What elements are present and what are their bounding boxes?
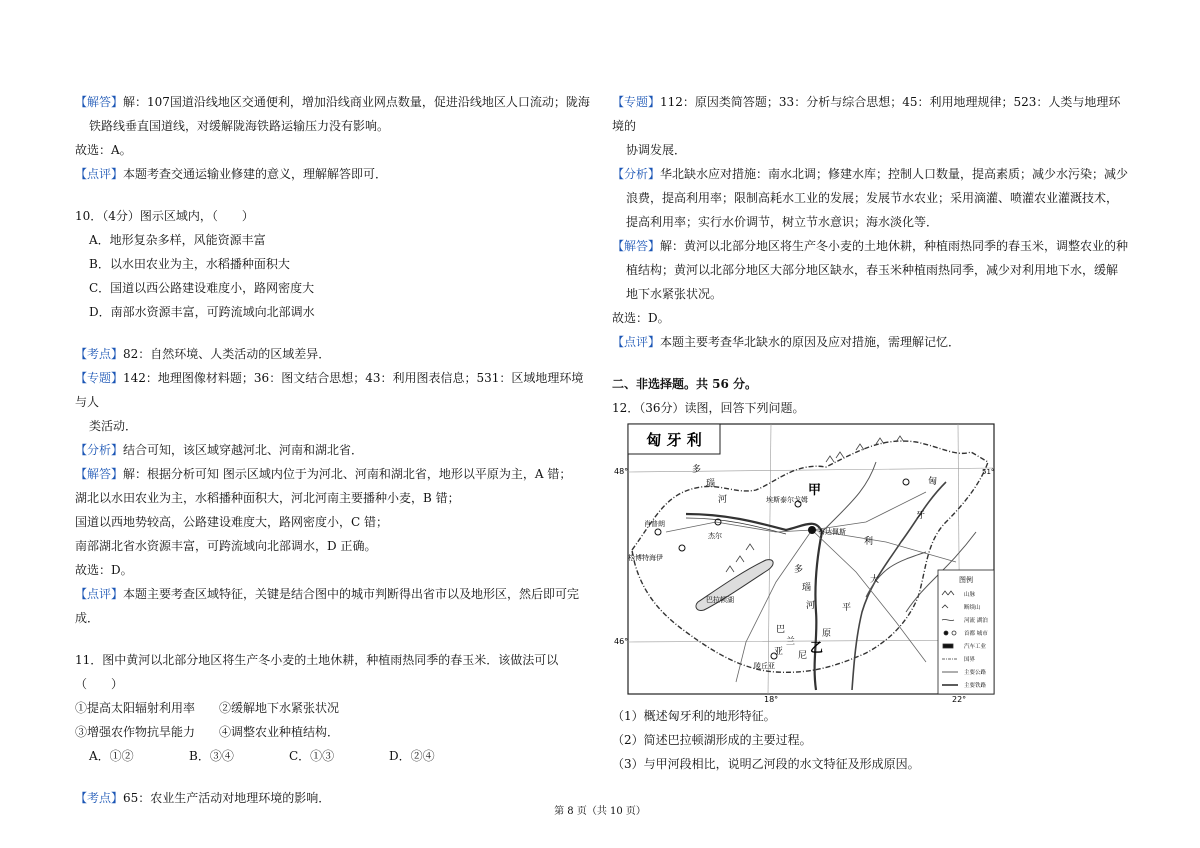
q11-kaodian: 【考点】65：农业生产活动对地理环境的影响． — [75, 791, 331, 805]
region-char: 平 — [842, 603, 852, 613]
label-jia: 甲 — [808, 483, 822, 498]
city-szombathely: 松博特海伊 — [628, 554, 663, 562]
kaodian-tag: 【考点】 — [75, 791, 124, 805]
fenxi-tag: 【分析】 — [75, 443, 124, 457]
q10-zhuanti-line2: 类活动． — [89, 419, 138, 433]
q10-fenxi: 【分析】结合可知，该区域穿越河北、河南和湖北省． — [75, 443, 364, 457]
q11-option-b: B．③④ — [189, 749, 234, 763]
q10-option-c: C．国道以西公路建设难度小，路网密度大 — [89, 281, 315, 295]
q11-jieda-line3: 地下水紧张状况。 — [626, 287, 723, 301]
q12-stem: 12．（36分）读图，回答下列问题。 — [612, 401, 805, 415]
region-char: 河 — [718, 495, 728, 505]
q11-stem: 11．图中黄河以北部分地区将生产冬小麦的土地休耕，种植雨热同季的春玉米．该做法可以（ ） — [75, 653, 559, 691]
legend-capital-city: 首都 城市 — [964, 631, 988, 637]
q10-answer: 故选：D。 — [75, 563, 133, 577]
q9-answer: 故选：A。 — [75, 143, 132, 157]
lon-tr: 51° — [982, 468, 995, 476]
region-char: 匈 — [928, 477, 938, 487]
q12-sub2: （2）简述巴拉顿湖形成的主要过程。 — [612, 733, 812, 747]
label-yi: 乙 — [810, 641, 824, 656]
kaodian-tag: 【考点】 — [75, 347, 124, 361]
q11-zhuanti-line2: 协调发展． — [626, 143, 687, 157]
region-char: 原 — [822, 629, 832, 639]
zhuanti-tag: 【专题】 — [612, 95, 661, 109]
hungary-map — [614, 422, 998, 704]
jieda-tag: 【解答】 — [75, 467, 124, 481]
city-budapest: 布达佩斯 — [818, 528, 846, 536]
q11-options — [75, 744, 590, 768]
lon-22: 22° — [952, 695, 967, 704]
fenxi-tag: 【分析】 — [612, 167, 661, 181]
section-2-heading: 二、非选择题。共 56 分。 — [612, 377, 758, 391]
q11-answer: 故选：D。 — [612, 311, 670, 325]
lake-balaton-label: 巴拉顿湖 — [706, 596, 734, 604]
jieda-tag: 【解答】 — [75, 95, 124, 109]
legend-highway: 主要公路 — [964, 670, 987, 676]
q10-jieda: 【解答】解：根据分析可知 图示区域内位于为河北、河南和湖北省，地形以平原为主，A 错； — [75, 467, 572, 481]
lon-18: 18° — [764, 695, 779, 704]
q11-jieda: 【解答】解：黄河以北部分地区将生产冬小麦的土地休耕，种植雨热同季的春玉米，调整农业的种 — [612, 239, 1129, 253]
q11-item1: ①提高太阳辐射利用率 ②缓解地下水紧张状况 — [75, 701, 340, 715]
region-char: 兰 — [786, 637, 796, 647]
q11-fenxi: 【分析】华北缺水应对措施：南水北调；修建水库；控制人口数量，提高素质；减少水污染；减少 — [612, 167, 1129, 181]
dianping-tag: 【点评】 — [75, 167, 124, 181]
q12-sub1: （1）概述匈牙利的地形特征。 — [612, 709, 776, 723]
region-char: 大 — [870, 575, 880, 585]
region-char: 多 — [692, 465, 702, 475]
city-gyor: 杰尔 — [708, 532, 722, 540]
region-char: 多 — [794, 565, 804, 575]
region-char: 瑙 — [706, 479, 716, 489]
dianping-tag: 【点评】 — [612, 335, 661, 349]
q12-sub3: （3）与甲河段相比，说明乙河段的水文特征及形成原因。 — [612, 757, 920, 771]
city-esztergom: 埃斯泰尔戈姆 — [766, 496, 808, 504]
q11-option-a: A．①② — [89, 749, 134, 763]
q11-jieda-line2: 植结构；黄河以北部分地区大部分地区缺水，春玉米种植雨热同季，减少对利用地下水，缓解 — [626, 263, 1119, 277]
legend-mountain: 山脉 — [964, 592, 976, 598]
legend-border: 国界 — [964, 657, 976, 663]
legend-river-lake: 河流 湖泊 — [964, 618, 988, 624]
q10-option-b: B．以水田农业为主，水稻播种面积大 — [89, 257, 290, 271]
left-column — [75, 90, 590, 810]
q11-zhuanti: 【专题】112：原因类简答题；33：分析与综合思想；45：利用地理规律；523：人类与地理环境的 — [612, 95, 1121, 133]
q10-option-a: A．地形复杂多样，风能资源丰富 — [89, 233, 266, 247]
lat-46: 46° — [614, 637, 629, 646]
map-title: 匈 牙 利 — [646, 431, 702, 449]
region-char: 利 — [864, 537, 874, 547]
zhuanti-tag: 【专题】 — [75, 371, 124, 385]
q10-jieda-line2: 湖北以水田农业为主，水稻播种面积大，河北河南主要播种小麦，B 错； — [75, 491, 460, 505]
region-char: 巴 — [776, 625, 786, 635]
q9-dianping: 【点评】本题考查交通运输业修建的意义，理解解答即可． — [75, 167, 388, 181]
q10-stem: 10．（4分）图示区域内，（ ） — [75, 209, 254, 223]
region-char: 河 — [806, 601, 816, 611]
region-char: 瑙 — [802, 583, 812, 593]
jieda-tag: 【解答】 — [612, 239, 661, 253]
dianping-tag: 【点评】 — [75, 587, 124, 601]
q10-zhuanti: 【专题】142：地理图像材料题；36：图文结合思想；43：利用图表信息；531：区域地理环境与人 — [75, 371, 584, 409]
right-column — [612, 90, 1132, 776]
q10-option-d: D．南部水资源丰富，可跨流域向北部调水 — [89, 305, 315, 319]
region-char: 亚 — [774, 647, 784, 657]
q10-jieda-line3: 国道以西地势较高，公路建设难度大，路网密度小，C 错； — [75, 515, 388, 529]
city-pecs: 陵丘亚 — [754, 662, 775, 670]
q10-jieda-line4: 南部湖北省水资源丰富，可跨流域向北部调水，D 正确。 — [75, 539, 377, 553]
legend-title: 图例 — [959, 576, 973, 584]
page-footer: 第 8 页（共 10 页） — [554, 806, 646, 817]
q11-dianping: 【点评】本题主要考查华北缺水的原因及应对措施，需理解记忆． — [612, 335, 961, 349]
q11-fenxi-line2: 浪费，提高利用率；限制高耗水工业的发展；发展节水农业；采用滴灌、喷灌农业灌溉技术， — [626, 191, 1119, 205]
q9-jieda: 【解答】解：107国道沿线地区交通便利，增加沿线商业网点数量，促进沿线地区人口流动；陇海 — [75, 95, 590, 109]
legend-auto-industry: 汽车工业 — [964, 644, 987, 650]
q11-fenxi-line3: 提高利用率；实行水价调节，树立节水意识；海水淡化等． — [626, 215, 939, 229]
q11-option-d: D．②④ — [389, 749, 435, 763]
q11-option-c: C．①③ — [289, 749, 335, 763]
q10-dianping: 【点评】本题主要考查区域特征，关键是结合图中的城市判断得出省市以及地形区，然后即可完成． — [75, 587, 580, 625]
q11-item2: ③增强农作物抗旱能力 ④调整农业种植结构． — [75, 725, 340, 739]
legend-hill: 断续山 — [964, 605, 981, 611]
q10-kaodian: 【考点】82：自然环境、人类活动的区域差异． — [75, 347, 331, 361]
q9-jieda-line2: 铁路线垂直国道线，对缓解陇海铁路运输压力没有影响。 — [89, 119, 390, 133]
region-char: 牙 — [916, 511, 926, 521]
region-char: 尼 — [798, 651, 808, 661]
legend-railway: 主要铁路 — [964, 683, 987, 689]
lat-48: 48° — [614, 467, 629, 476]
city-sopron: 肖普朗 — [644, 520, 665, 528]
